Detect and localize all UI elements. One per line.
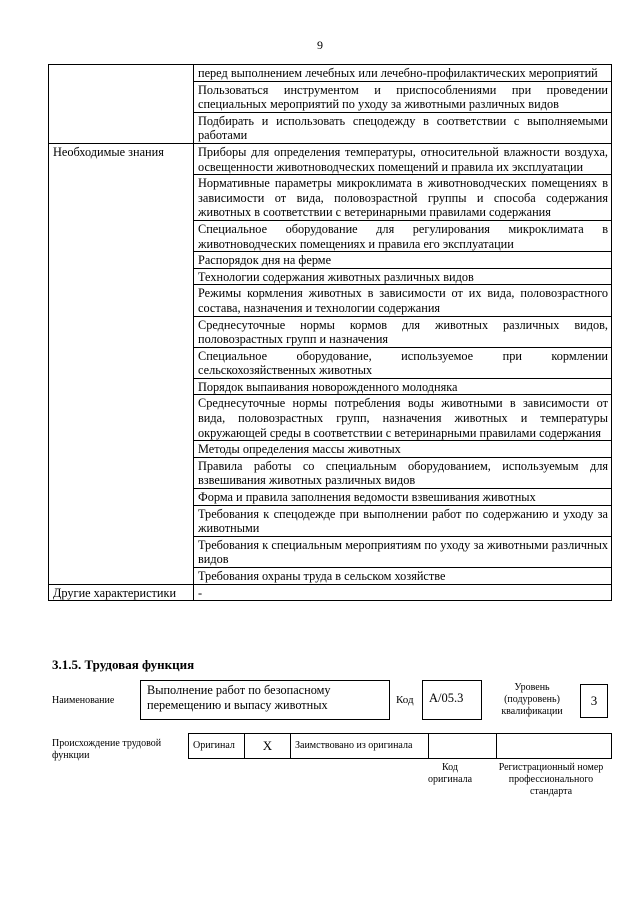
requirement-text: Специальное оборудование для регулирования микроклимата в животноводческих помещениях и правила его эксплуатации [194,220,612,251]
requirement-text: Среднесуточные нормы потребления воды животными в зависимости от вида, половозрастных групп, назначения животных и температуры окружающей среды в соответствии с ветеринарными правилами содержания [194,395,612,441]
kod-original-label: Код оригинала [427,762,473,785]
kod-label: Код [396,694,414,706]
row-label-knowledge: Необходимые знания [49,143,194,584]
table-row [49,65,612,82]
original-label: Оригинал [189,734,245,759]
borrowed-label: Заимствовано из оригинала [291,734,429,759]
requirement-text: Режимы кормления животных в зависимости от их вида, половозрастного состава, назначения и технологии содержания [194,285,612,316]
original-mark: X [245,734,291,759]
requirement-text: Порядок выпаивания новорожденного молодняка [194,378,612,395]
reg-number-label: Регистрационный номер профессионального стандарта [498,762,604,797]
requirement-text: Требования к спецодежде при выполнении работ по содержанию и уходу за животными [194,505,612,536]
requirement-text: Нормативные параметры микроклимата в животноводческих помещениях в зависимости от вида, половозрастной группы и способа содержания животных в соответствии с ветеринарными правилами содержания [194,175,612,221]
level-label: Уровень (подуровень) квалификации [501,682,563,717]
table-row [49,584,612,601]
page-number: 9 [317,38,323,52]
requirement-text: Среднесуточные нормы кормов для животных различных видов, половозрастных групп и назначения [194,316,612,347]
name-label: Наименование [52,695,115,706]
requirement-text: Пользоваться инструментом и приспособлениями при проведении специальных мероприятий по уходу за животными различных видов [194,81,612,112]
reg-number-cell [497,734,612,759]
function-name-value: Выполнение работ по безопасному перемещению и выпасу животных [140,680,390,720]
kod-original-cell [429,734,497,759]
section-heading: 3.1.5. Трудовая функция [52,657,195,672]
requirement-text: Распорядок дня на ферме [194,252,612,269]
requirement-text: Подбирать и использовать спецодежду в соответствии с выполняемыми работами [194,112,612,143]
row-label [49,65,194,144]
level-value: 3 [580,684,608,718]
requirement-text: Форма и правила заполнения ведомости взвешивания животных [194,489,612,506]
origin-table [188,733,612,759]
knowledge-table [48,64,612,601]
requirement-text: Методы определения массы животных [194,441,612,458]
requirement-text: Приборы для определения температуры, относительной влажности воздуха, освещенности животноводческих помещений и правила их эксплуатации [194,143,612,174]
requirement-text: - [194,584,612,601]
table-row [49,143,612,174]
origin-label: Происхождение трудовой функции [52,738,162,761]
requirement-text: перед выполнением лечебных или лечебно-профилактических мероприятий [194,65,612,82]
requirement-text: Технологии содержания животных различных видов [194,268,612,285]
requirement-text: Специальное оборудование, используемое при кормлении сельскохозяйственных животных [194,347,612,378]
requirement-text: Правила работы со специальным оборудованием, используемым для взвешивания животных различных видов [194,457,612,488]
kod-value: A/05.3 [422,680,482,720]
row-label-other: Другие характеристики [49,584,194,601]
requirement-text: Требования охраны труда в сельском хозяйстве [194,568,612,585]
requirement-text: Требования к специальным мероприятиям по уходу за животными различных видов [194,536,612,567]
